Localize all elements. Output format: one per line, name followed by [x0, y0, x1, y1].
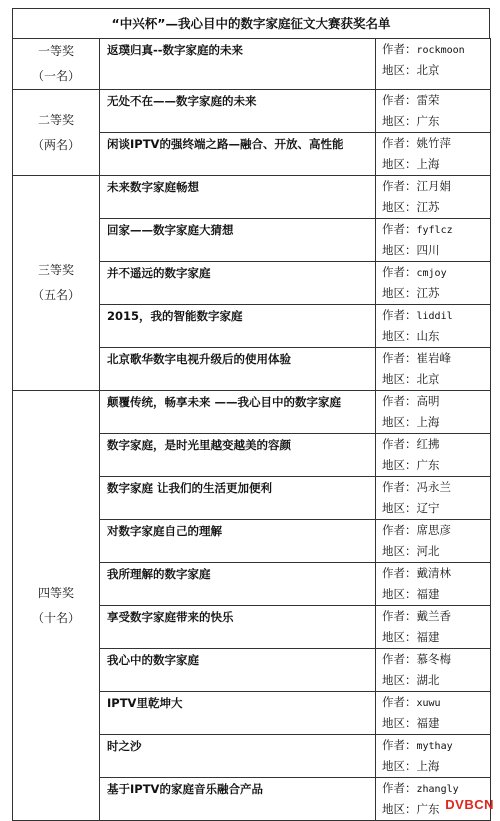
author-line — [382, 520, 490, 541]
author-line — [382, 477, 490, 498]
author-name: rockmoon — [416, 45, 465, 56]
author-label: 作者： — [382, 652, 417, 666]
region-line — [382, 498, 490, 519]
region-label: 地区： — [382, 372, 417, 386]
region-label: 地区： — [382, 458, 417, 472]
region-label: 地区： — [382, 802, 417, 816]
work-title: 无处不在——数字家庭的未来 — [100, 90, 376, 133]
region-line — [382, 627, 490, 648]
entry-meta — [376, 391, 491, 434]
award-level-cell — [13, 176, 100, 391]
region-line — [382, 369, 490, 390]
author-label: 作者： — [382, 695, 417, 709]
author-label: 作者： — [382, 308, 417, 322]
author-name: 江月娟 — [416, 179, 451, 193]
region-label: 地区： — [382, 114, 417, 128]
region-name: 北京 — [416, 63, 440, 77]
document-title: “中兴杯”—我心目中的数字家庭征文大赛获奖名单 — [12, 8, 490, 38]
award-level: 三等奖 — [37, 263, 74, 277]
award-list-document — [12, 8, 490, 821]
author-label: 作者： — [382, 93, 417, 107]
entry-meta — [376, 219, 491, 262]
author-name: cmjoy — [416, 268, 447, 279]
author-name: 雷荣 — [416, 93, 440, 107]
region-name: 辽宁 — [416, 501, 440, 515]
region-label: 地区： — [382, 415, 417, 429]
region-label: 地区： — [382, 673, 417, 687]
author-label: 作者： — [382, 609, 417, 623]
award-count: （十名） — [31, 610, 80, 625]
region-line — [382, 154, 490, 175]
region-line — [382, 240, 490, 261]
region-label: 地区： — [382, 157, 417, 171]
region-line — [382, 412, 490, 433]
author-name: 戴兰香 — [416, 609, 451, 623]
author-label: 作者： — [382, 351, 417, 365]
entry-meta — [376, 434, 491, 477]
author-name: 姚竹萍 — [416, 136, 451, 150]
author-line — [382, 305, 490, 326]
author-name: 戴清林 — [416, 566, 451, 580]
author-label: 作者： — [382, 42, 417, 56]
author-name: 慕冬梅 — [416, 652, 451, 666]
author-name: 冯永兰 — [416, 480, 451, 494]
author-line — [382, 649, 490, 670]
work-title: 数字家庭 让我们的生活更加便利 — [100, 477, 376, 520]
award-level: 二等奖 — [37, 112, 74, 127]
entry-meta — [376, 692, 491, 735]
region-label: 地区： — [382, 501, 417, 515]
entry-meta — [376, 563, 491, 606]
work-title: 闲谈IPTV的强终端之路—融合、开放、高性能 — [100, 133, 376, 176]
region-line — [382, 60, 490, 81]
work-title: 数字家庭，是时光里越变越美的容颜 — [100, 434, 376, 477]
entry-meta — [376, 176, 491, 219]
region-name: 四川 — [416, 243, 440, 257]
region-label: 地区： — [382, 200, 417, 214]
award-level-cell — [13, 39, 100, 90]
region-name: 广东 — [416, 802, 440, 816]
region-name: 江苏 — [416, 286, 440, 300]
author-line — [382, 39, 490, 60]
author-name: liddil — [416, 311, 453, 322]
region-label: 地区： — [382, 243, 417, 257]
work-title: IPTV里乾坤大 — [100, 692, 376, 735]
author-label: 作者： — [382, 136, 417, 150]
author-name: 席思彦 — [416, 523, 451, 537]
author-line — [382, 434, 490, 455]
region-label: 地区： — [382, 63, 417, 77]
region-name: 江苏 — [416, 200, 440, 214]
region-name: 广东 — [416, 458, 440, 472]
author-label: 作者： — [382, 566, 417, 580]
region-line — [382, 455, 490, 476]
author-line — [382, 391, 490, 412]
region-line — [382, 541, 490, 562]
work-title: 享受数字家庭带来的快乐 — [100, 606, 376, 649]
author-line — [382, 348, 490, 369]
region-name: 北京 — [416, 372, 440, 386]
author-name: mythay — [416, 741, 453, 752]
author-label: 作者： — [382, 437, 417, 451]
work-title: 我所理解的数字家庭 — [100, 563, 376, 606]
region-label: 地区： — [382, 587, 417, 601]
entry-meta — [376, 606, 491, 649]
region-name: 福建 — [416, 630, 440, 644]
region-name: 湖北 — [416, 673, 440, 687]
author-label: 作者： — [382, 265, 417, 279]
region-name: 山东 — [416, 329, 440, 343]
author-line — [382, 219, 490, 240]
author-label: 作者： — [382, 781, 417, 795]
table-row — [13, 176, 491, 219]
author-name: xuwu — [416, 698, 441, 709]
author-label: 作者： — [382, 480, 417, 494]
author-name: fyflcz — [416, 225, 453, 236]
region-line — [382, 111, 490, 132]
award-level: 一等奖 — [37, 44, 74, 58]
table-row — [13, 391, 491, 434]
work-title: 我心中的数字家庭 — [100, 649, 376, 692]
region-name: 广东 — [416, 114, 440, 128]
author-line — [382, 133, 490, 154]
author-label: 作者： — [382, 222, 417, 236]
work-title: 返璞归真--数字家庭的未来 — [100, 39, 376, 90]
entry-meta — [376, 39, 491, 90]
region-line — [382, 756, 490, 777]
region-line — [382, 283, 490, 304]
region-name: 福建 — [416, 587, 440, 601]
work-title: 基于IPTV的家庭音乐融合产品 — [100, 778, 376, 821]
work-title: 颠覆传统，畅享未来 ——我心目中的数字家庭 — [100, 391, 376, 434]
work-title: 并不遥远的数字家庭 — [100, 262, 376, 305]
author-line — [382, 606, 490, 627]
author-label: 作者： — [382, 394, 417, 408]
region-line — [382, 197, 490, 218]
author-label: 作者： — [382, 179, 417, 193]
region-name: 上海 — [416, 415, 440, 429]
entry-meta — [376, 348, 491, 391]
entry-meta — [376, 520, 491, 563]
entry-meta — [376, 133, 491, 176]
author-line — [382, 735, 490, 756]
table-row — [13, 39, 491, 90]
region-label: 地区： — [382, 544, 417, 558]
region-name: 上海 — [416, 759, 440, 773]
award-count: （五名） — [31, 288, 80, 302]
region-label: 地区： — [382, 630, 417, 644]
author-label: 作者： — [382, 738, 417, 752]
author-line — [382, 692, 490, 713]
author-line — [382, 176, 490, 197]
region-label: 地区： — [382, 286, 417, 300]
region-label: 地区： — [382, 716, 417, 730]
table-row — [13, 90, 491, 133]
work-title: 时之沙 — [100, 735, 376, 778]
watermark-logo: DVBCN — [445, 797, 494, 812]
entry-meta — [376, 262, 491, 305]
author-line — [382, 262, 490, 283]
award-count: （一名） — [31, 69, 80, 83]
work-title: 未来数字家庭畅想 — [100, 176, 376, 219]
region-label: 地区： — [382, 329, 417, 343]
region-line — [382, 713, 490, 734]
author-line — [382, 778, 490, 799]
region-name: 福建 — [416, 716, 440, 730]
award-count: （两名） — [31, 137, 80, 152]
award-level-cell — [13, 391, 100, 821]
region-name: 上海 — [416, 157, 440, 171]
entry-meta — [376, 649, 491, 692]
work-title: 2015，我的智能数字家庭 — [100, 305, 376, 348]
region-label: 地区： — [382, 759, 417, 773]
region-line — [382, 584, 490, 605]
author-name: zhangly — [416, 784, 459, 795]
award-level-cell — [13, 90, 100, 176]
author-line — [382, 563, 490, 584]
award-level: 四等奖 — [37, 585, 74, 600]
author-name: 崔岩峰 — [416, 351, 451, 365]
work-title: 回家——数字家庭大猜想 — [100, 219, 376, 262]
author-label: 作者： — [382, 523, 417, 537]
entry-meta — [376, 90, 491, 133]
author-line — [382, 90, 490, 111]
work-title: 北京歌华数字电视升级后的使用体验 — [100, 348, 376, 391]
entry-meta — [376, 735, 491, 778]
region-name: 河北 — [416, 544, 440, 558]
author-name: 红拂 — [416, 437, 440, 451]
work-title: 对数字家庭自己的理解 — [100, 520, 376, 563]
region-line — [382, 670, 490, 691]
region-line — [382, 326, 490, 347]
entry-meta — [376, 305, 491, 348]
award-table — [12, 38, 491, 821]
author-name: 高明 — [416, 394, 440, 408]
entry-meta — [376, 477, 491, 520]
